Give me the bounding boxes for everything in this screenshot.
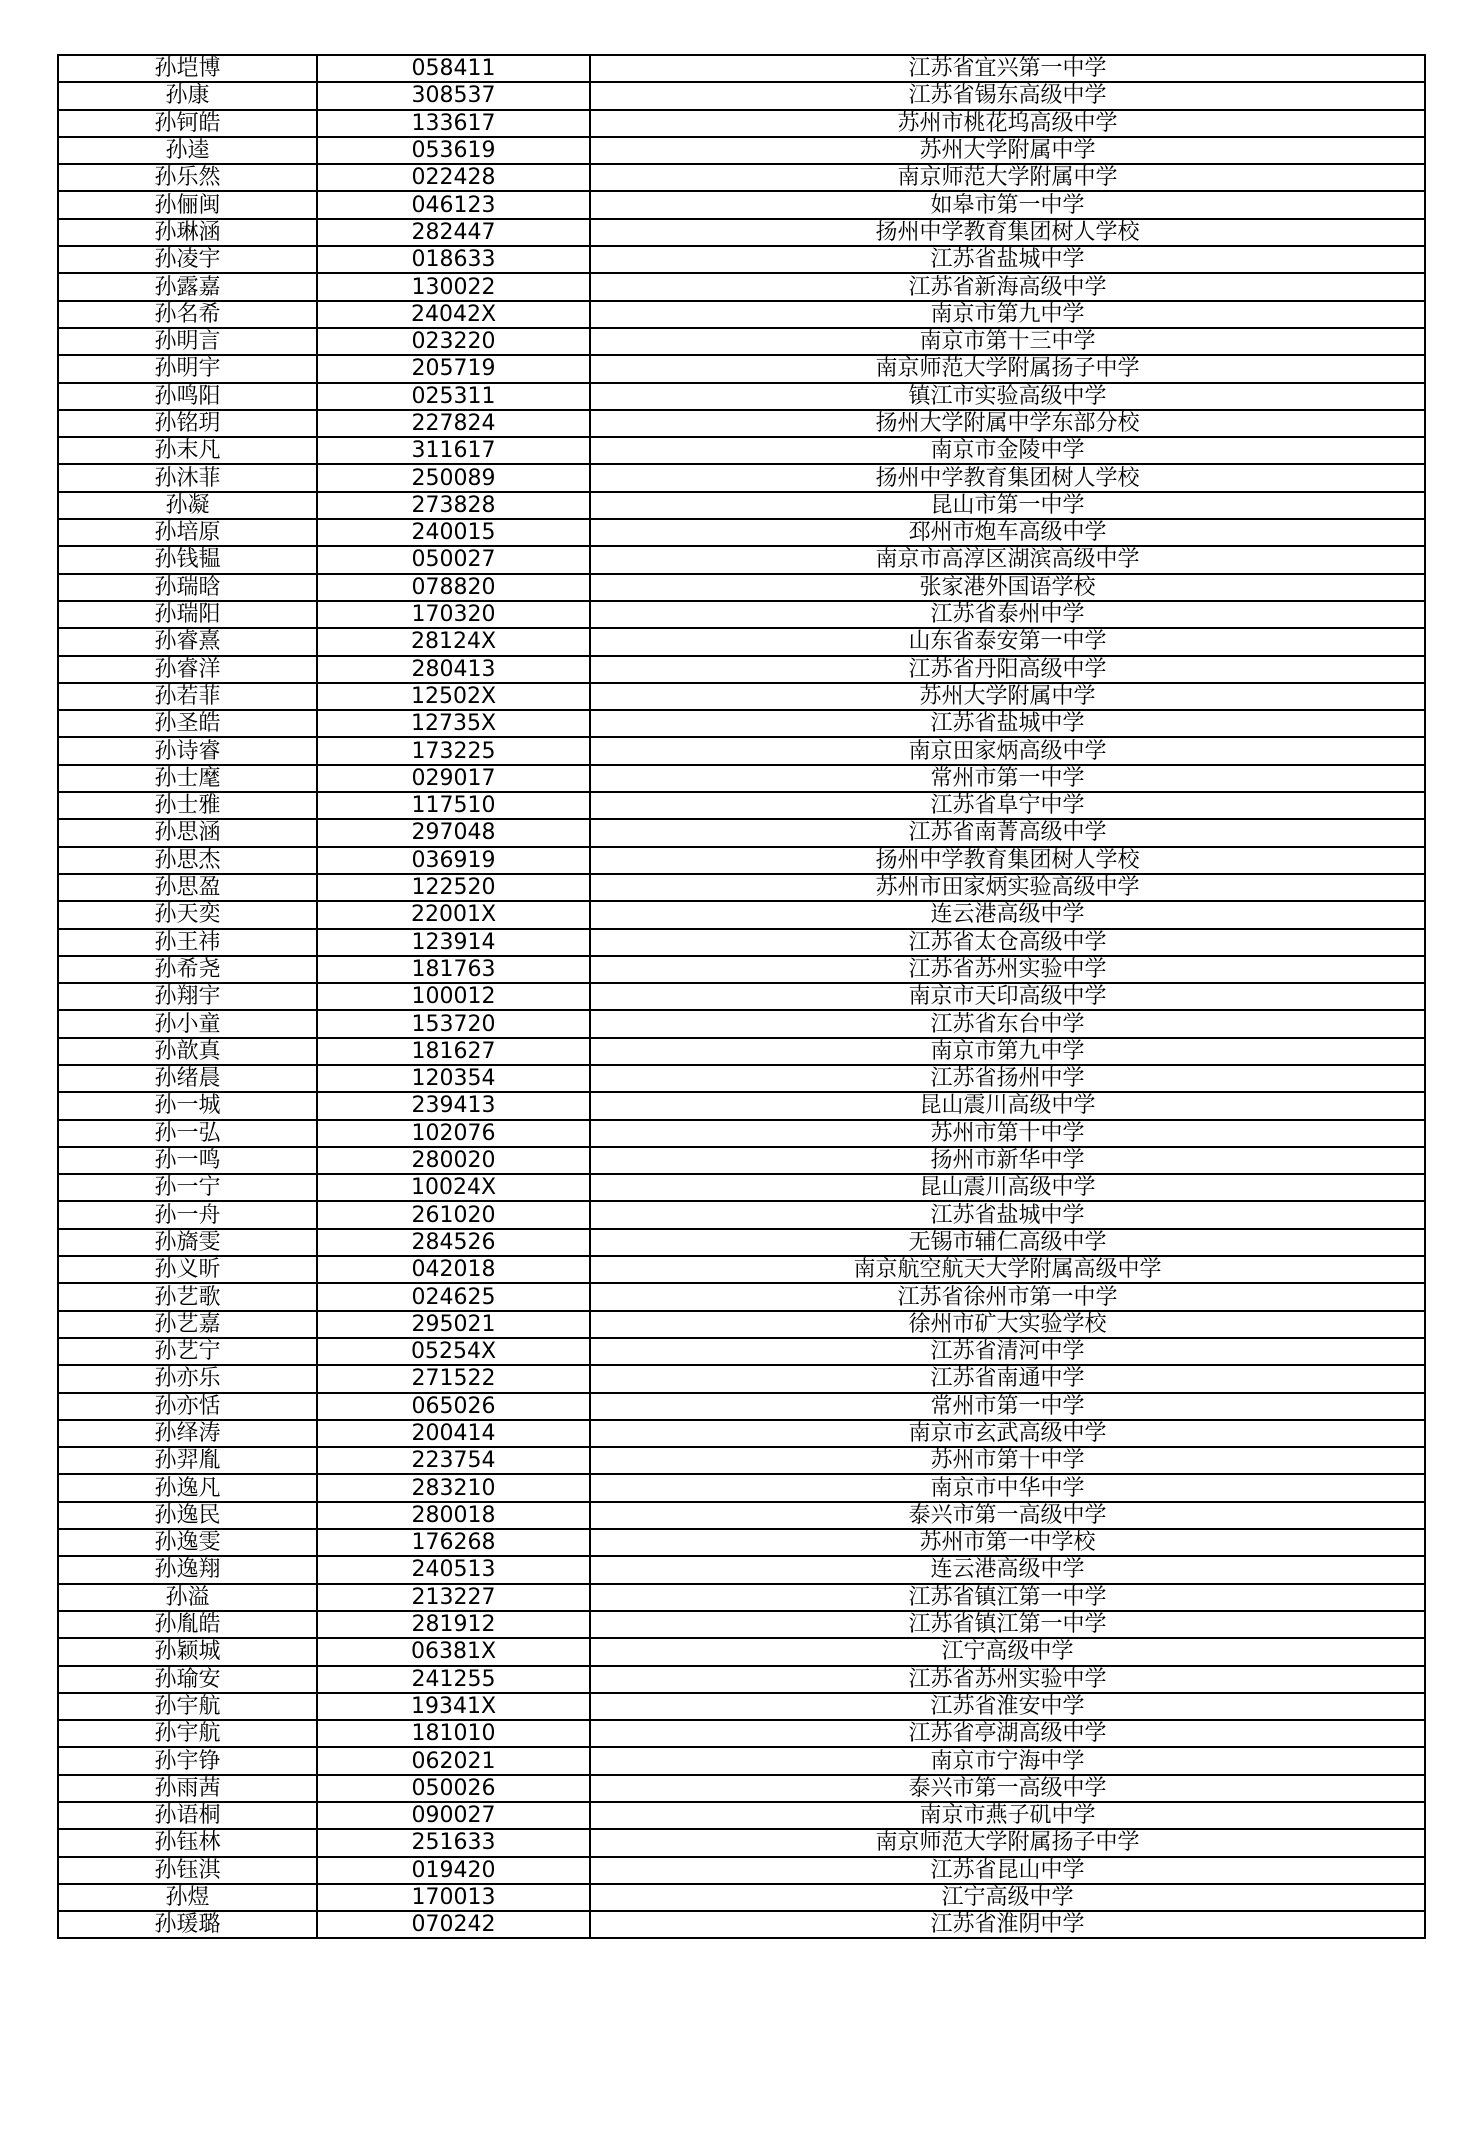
table-row — [58, 792, 1425, 819]
school-name-cell: 苏州市第十中学 — [590, 1447, 1425, 1474]
student-name-cell: 孙瑗璐 — [58, 1911, 317, 1938]
table-row — [58, 1229, 1425, 1256]
student-name-cell: 孙钰林 — [58, 1829, 317, 1856]
student-name-cell: 孙歆真 — [58, 1038, 317, 1065]
student-name-cell: 孙钶皓 — [58, 110, 317, 137]
table-row — [58, 1720, 1425, 1747]
table-row — [58, 1775, 1425, 1802]
school-name-cell: 江苏省镇江第一中学 — [590, 1611, 1425, 1638]
student-id-cell: 239413 — [317, 1092, 590, 1119]
table-row — [58, 710, 1425, 737]
table-row — [58, 1283, 1425, 1310]
school-name-cell: 江苏省锡东高级中学 — [590, 82, 1425, 109]
table-row — [58, 546, 1425, 573]
student-name-cell: 孙明言 — [58, 328, 317, 355]
student-id-cell: 122520 — [317, 874, 590, 901]
student-id-cell: 284526 — [317, 1229, 590, 1256]
student-id-cell: 153720 — [317, 1010, 590, 1037]
student-id-cell: 133617 — [317, 110, 590, 137]
student-name-cell: 孙语桐 — [58, 1802, 317, 1829]
school-name-cell: 南京师范大学附属扬子中学 — [590, 1829, 1425, 1856]
student-name-cell: 孙若菲 — [58, 683, 317, 710]
student-id-cell: 311617 — [317, 437, 590, 464]
school-name-cell: 南京师范大学附属扬子中学 — [590, 355, 1425, 382]
student-id-cell: 280018 — [317, 1502, 590, 1529]
student-name-cell: 孙雨茜 — [58, 1775, 317, 1802]
student-name-cell: 孙琳涵 — [58, 219, 317, 246]
student-id-cell: 102076 — [317, 1120, 590, 1147]
table-row — [58, 628, 1425, 655]
student-id-cell: 10024X — [317, 1174, 590, 1201]
student-name-cell: 孙翔宇 — [58, 983, 317, 1010]
school-name-cell: 南京市第十三中学 — [590, 328, 1425, 355]
student-name-cell: 孙颖城 — [58, 1638, 317, 1665]
student-name-cell: 孙睿洋 — [58, 656, 317, 683]
table-row — [58, 82, 1425, 109]
student-name-cell: 孙士雅 — [58, 792, 317, 819]
student-name-cell: 孙诗睿 — [58, 737, 317, 764]
student-name-cell: 孙露嘉 — [58, 273, 317, 300]
school-name-cell: 南京市第九中学 — [590, 1038, 1425, 1065]
student-id-cell: 024625 — [317, 1283, 590, 1310]
student-name-cell: 孙逸凡 — [58, 1474, 317, 1501]
school-name-cell: 南京市玄武高级中学 — [590, 1420, 1425, 1447]
school-name-cell: 苏州市田家炳实验高级中学 — [590, 874, 1425, 901]
student-id-cell: 271522 — [317, 1365, 590, 1392]
student-name-cell: 孙睿熹 — [58, 628, 317, 655]
school-name-cell: 南京市中华中学 — [590, 1474, 1425, 1501]
school-name-cell: 常州市第一中学 — [590, 765, 1425, 792]
table-row — [58, 1256, 1425, 1283]
school-name-cell: 江苏省阜宁中学 — [590, 792, 1425, 819]
student-name-cell: 孙逸翔 — [58, 1556, 317, 1583]
student-id-cell: 042018 — [317, 1256, 590, 1283]
student-id-cell: 12502X — [317, 683, 590, 710]
student-name-cell: 孙士麾 — [58, 765, 317, 792]
student-id-cell: 181627 — [317, 1038, 590, 1065]
table-row — [58, 819, 1425, 846]
table-row — [58, 191, 1425, 218]
school-name-cell: 苏州市第一中学校 — [590, 1529, 1425, 1556]
table-row — [58, 737, 1425, 764]
student-id-cell: 240513 — [317, 1556, 590, 1583]
student-id-cell: 282447 — [317, 219, 590, 246]
table-row — [58, 328, 1425, 355]
student-id-cell: 273828 — [317, 492, 590, 519]
student-name-cell: 孙王祎 — [58, 929, 317, 956]
student-id-cell: 090027 — [317, 1802, 590, 1829]
student-name-cell: 孙羿胤 — [58, 1447, 317, 1474]
table-row — [58, 1201, 1425, 1228]
student-name-cell: 孙瑜安 — [58, 1666, 317, 1693]
school-name-cell: 苏州市桃花坞高级中学 — [590, 110, 1425, 137]
school-name-cell: 苏州大学附属中学 — [590, 683, 1425, 710]
student-id-cell: 12735X — [317, 710, 590, 737]
school-name-cell: 江苏省南通中学 — [590, 1365, 1425, 1392]
table-row — [58, 137, 1425, 164]
school-name-cell: 邳州市炮车高级中学 — [590, 519, 1425, 546]
school-name-cell: 江苏省泰州中学 — [590, 601, 1425, 628]
student-id-cell: 062021 — [317, 1747, 590, 1774]
school-name-cell: 江苏省盐城中学 — [590, 710, 1425, 737]
student-name-cell: 孙圣皓 — [58, 710, 317, 737]
table-row — [58, 492, 1425, 519]
student-id-cell: 053619 — [317, 137, 590, 164]
student-name-cell: 孙旖雯 — [58, 1229, 317, 1256]
school-name-cell: 江苏省淮阴中学 — [590, 1911, 1425, 1938]
table-row — [58, 273, 1425, 300]
student-name-cell: 孙艺歌 — [58, 1283, 317, 1310]
school-name-cell: 南京市燕子矶中学 — [590, 1802, 1425, 1829]
student-name-cell: 孙逸民 — [58, 1502, 317, 1529]
student-name-cell: 孙希尧 — [58, 956, 317, 983]
student-id-cell: 120354 — [317, 1065, 590, 1092]
student-name-cell: 孙小童 — [58, 1010, 317, 1037]
table-row — [58, 1747, 1425, 1774]
school-name-cell: 江苏省镇江第一中学 — [590, 1584, 1425, 1611]
school-name-cell: 扬州中学教育集团树人学校 — [590, 464, 1425, 491]
student-name-cell: 孙一舟 — [58, 1201, 317, 1228]
table-row — [58, 1065, 1425, 1092]
student-name-cell: 孙艺嘉 — [58, 1311, 317, 1338]
student-name-cell: 孙钰淇 — [58, 1857, 317, 1884]
school-name-cell: 连云港高级中学 — [590, 1556, 1425, 1583]
student-name-cell: 孙末凡 — [58, 437, 317, 464]
table-row — [58, 1611, 1425, 1638]
table-row — [58, 1010, 1425, 1037]
student-id-cell: 170320 — [317, 601, 590, 628]
student-name-cell: 孙名希 — [58, 301, 317, 328]
table-row — [58, 1857, 1425, 1884]
student-id-cell: 036919 — [317, 847, 590, 874]
student-name-cell: 孙宇铮 — [58, 1747, 317, 1774]
student-name-cell: 孙凌宇 — [58, 246, 317, 273]
school-name-cell: 南京师范大学附属中学 — [590, 164, 1425, 191]
student-id-cell: 173225 — [317, 737, 590, 764]
school-name-cell: 江苏省新海高级中学 — [590, 273, 1425, 300]
table-row — [58, 1529, 1425, 1556]
school-name-cell: 江苏省盐城中学 — [590, 246, 1425, 273]
table-row — [58, 219, 1425, 246]
student-id-cell: 050027 — [317, 546, 590, 573]
table-row — [58, 464, 1425, 491]
table-row — [58, 683, 1425, 710]
student-id-cell: 223754 — [317, 1447, 590, 1474]
table-row — [58, 601, 1425, 628]
student-name-cell: 孙明宇 — [58, 355, 317, 382]
school-name-cell: 江宁高级中学 — [590, 1884, 1425, 1911]
school-name-cell: 连云港高级中学 — [590, 901, 1425, 928]
student-id-cell: 022428 — [317, 164, 590, 191]
student-name-cell: 孙乐然 — [58, 164, 317, 191]
table-row — [58, 1311, 1425, 1338]
student-name-cell: 孙垲博 — [58, 55, 317, 82]
student-name-cell: 孙义昕 — [58, 1256, 317, 1283]
student-name-cell: 孙铭玥 — [58, 410, 317, 437]
school-name-cell: 南京市第九中学 — [590, 301, 1425, 328]
table-row — [58, 1092, 1425, 1119]
school-name-cell: 如皋市第一中学 — [590, 191, 1425, 218]
student-id-cell: 065026 — [317, 1393, 590, 1420]
table-row — [58, 519, 1425, 546]
student-id-cell: 281912 — [317, 1611, 590, 1638]
student-name-cell: 孙绎涛 — [58, 1420, 317, 1447]
student-id-cell: 046123 — [317, 191, 590, 218]
school-name-cell: 扬州市新华中学 — [590, 1147, 1425, 1174]
table-row — [58, 956, 1425, 983]
school-name-cell: 江苏省淮安中学 — [590, 1693, 1425, 1720]
student-id-cell: 280413 — [317, 656, 590, 683]
student-name-cell: 孙一弘 — [58, 1120, 317, 1147]
student-id-cell: 283210 — [317, 1474, 590, 1501]
school-name-cell: 江苏省丹阳高级中学 — [590, 656, 1425, 683]
student-id-cell: 240015 — [317, 519, 590, 546]
table-row — [58, 437, 1425, 464]
school-name-cell: 南京航空航天大学附属高级中学 — [590, 1256, 1425, 1283]
school-name-cell: 江苏省南菁高级中学 — [590, 819, 1425, 846]
school-name-cell: 江苏省亭湖高级中学 — [590, 1720, 1425, 1747]
student-id-cell: 24042X — [317, 301, 590, 328]
student-id-cell: 181010 — [317, 1720, 590, 1747]
student-id-cell: 117510 — [317, 792, 590, 819]
school-name-cell: 南京市金陵中学 — [590, 437, 1425, 464]
student-name-cell: 孙天奕 — [58, 901, 317, 928]
student-list-table — [57, 54, 1426, 1939]
table-row — [58, 1365, 1425, 1392]
student-id-cell: 025311 — [317, 383, 590, 410]
school-name-cell: 南京市天印高级中学 — [590, 983, 1425, 1010]
table-row — [58, 1338, 1425, 1365]
table-row — [58, 246, 1425, 273]
student-id-cell: 200414 — [317, 1420, 590, 1447]
student-name-cell: 孙逸雯 — [58, 1529, 317, 1556]
school-name-cell: 昆山震川高级中学 — [590, 1174, 1425, 1201]
student-id-cell: 250089 — [317, 464, 590, 491]
school-name-cell: 江苏省盐城中学 — [590, 1201, 1425, 1228]
school-name-cell: 山东省泰安第一中学 — [590, 628, 1425, 655]
table-row — [58, 1911, 1425, 1938]
school-name-cell: 江苏省扬州中学 — [590, 1065, 1425, 1092]
student-name-cell: 孙一宁 — [58, 1174, 317, 1201]
table-row — [58, 1802, 1425, 1829]
student-id-cell: 213227 — [317, 1584, 590, 1611]
school-name-cell: 张家港外国语学校 — [590, 574, 1425, 601]
student-id-cell: 308537 — [317, 82, 590, 109]
table-row — [58, 1502, 1425, 1529]
school-name-cell: 无锡市辅仁高级中学 — [590, 1229, 1425, 1256]
student-name-cell: 孙康 — [58, 82, 317, 109]
student-name-cell: 孙一城 — [58, 1092, 317, 1119]
school-name-cell: 镇江市实验高级中学 — [590, 383, 1425, 410]
school-name-cell: 江苏省昆山中学 — [590, 1857, 1425, 1884]
student-name-cell: 孙胤皓 — [58, 1611, 317, 1638]
student-id-cell: 029017 — [317, 765, 590, 792]
school-name-cell: 江苏省苏州实验中学 — [590, 1666, 1425, 1693]
school-name-cell: 苏州大学附属中学 — [590, 137, 1425, 164]
table-row — [58, 355, 1425, 382]
student-name-cell: 孙鸣阳 — [58, 383, 317, 410]
table-row — [58, 1120, 1425, 1147]
table-row — [58, 1584, 1425, 1611]
student-name-cell: 孙思盈 — [58, 874, 317, 901]
student-name-cell: 孙思涵 — [58, 819, 317, 846]
school-name-cell: 昆山市第一中学 — [590, 492, 1425, 519]
student-id-cell: 019420 — [317, 1857, 590, 1884]
school-name-cell: 泰兴市第一高级中学 — [590, 1775, 1425, 1802]
school-name-cell: 江苏省苏州实验中学 — [590, 956, 1425, 983]
table-row — [58, 1884, 1425, 1911]
student-name-cell: 孙逵 — [58, 137, 317, 164]
table-row — [58, 874, 1425, 901]
school-name-cell: 南京市宁海中学 — [590, 1747, 1425, 1774]
student-name-cell: 孙溢 — [58, 1584, 317, 1611]
table-row — [58, 164, 1425, 191]
student-id-cell: 018633 — [317, 246, 590, 273]
student-id-cell: 227824 — [317, 410, 590, 437]
table-row — [58, 1038, 1425, 1065]
table-row — [58, 1447, 1425, 1474]
student-name-cell: 孙亦乐 — [58, 1365, 317, 1392]
school-name-cell: 江苏省太仓高级中学 — [590, 929, 1425, 956]
student-id-cell: 05254X — [317, 1338, 590, 1365]
school-name-cell: 南京市高淳区湖滨高级中学 — [590, 546, 1425, 573]
table-row — [58, 656, 1425, 683]
student-name-cell: 孙凝 — [58, 492, 317, 519]
student-list-body — [58, 55, 1425, 1938]
student-id-cell: 176268 — [317, 1529, 590, 1556]
table-row — [58, 847, 1425, 874]
student-id-cell: 123914 — [317, 929, 590, 956]
student-id-cell: 261020 — [317, 1201, 590, 1228]
table-row — [58, 765, 1425, 792]
student-name-cell: 孙一鸣 — [58, 1147, 317, 1174]
student-id-cell: 070242 — [317, 1911, 590, 1938]
student-id-cell: 170013 — [317, 1884, 590, 1911]
table-row — [58, 1174, 1425, 1201]
table-row — [58, 55, 1425, 82]
student-id-cell: 050026 — [317, 1775, 590, 1802]
table-row — [58, 929, 1425, 956]
student-id-cell: 100012 — [317, 983, 590, 1010]
table-row — [58, 574, 1425, 601]
school-name-cell: 江苏省徐州市第一中学 — [590, 1283, 1425, 1310]
student-id-cell: 06381X — [317, 1638, 590, 1665]
student-name-cell: 孙艺宁 — [58, 1338, 317, 1365]
school-name-cell: 常州市第一中学 — [590, 1393, 1425, 1420]
table-row — [58, 1666, 1425, 1693]
school-name-cell: 扬州大学附属中学东部分校 — [590, 410, 1425, 437]
school-name-cell: 南京田家炳高级中学 — [590, 737, 1425, 764]
school-name-cell: 昆山震川高级中学 — [590, 1092, 1425, 1119]
student-id-cell: 280020 — [317, 1147, 590, 1174]
student-id-cell: 19341X — [317, 1693, 590, 1720]
student-id-cell: 058411 — [317, 55, 590, 82]
school-name-cell: 苏州市第十中学 — [590, 1120, 1425, 1147]
student-id-cell: 251633 — [317, 1829, 590, 1856]
student-name-cell: 孙亦恬 — [58, 1393, 317, 1420]
table-row — [58, 1147, 1425, 1174]
student-name-cell: 孙煜 — [58, 1884, 317, 1911]
school-name-cell: 泰兴市第一高级中学 — [590, 1502, 1425, 1529]
student-id-cell: 241255 — [317, 1666, 590, 1693]
student-id-cell: 28124X — [317, 628, 590, 655]
student-id-cell: 130022 — [317, 273, 590, 300]
student-name-cell: 孙绪晨 — [58, 1065, 317, 1092]
table-row — [58, 1638, 1425, 1665]
student-id-cell: 023220 — [317, 328, 590, 355]
table-row — [58, 1393, 1425, 1420]
school-name-cell: 徐州市矿大实验学校 — [590, 1311, 1425, 1338]
school-name-cell: 江宁高级中学 — [590, 1638, 1425, 1665]
table-row — [58, 383, 1425, 410]
student-name-cell: 孙瑞阳 — [58, 601, 317, 628]
student-name-cell: 孙钱韫 — [58, 546, 317, 573]
student-name-cell: 孙宇航 — [58, 1720, 317, 1747]
table-row — [58, 901, 1425, 928]
table-row — [58, 301, 1425, 328]
student-id-cell: 078820 — [317, 574, 590, 601]
school-name-cell: 扬州中学教育集团树人学校 — [590, 219, 1425, 246]
table-row — [58, 983, 1425, 1010]
school-name-cell: 扬州中学教育集团树人学校 — [590, 847, 1425, 874]
student-name-cell: 孙沐菲 — [58, 464, 317, 491]
table-row — [58, 1556, 1425, 1583]
student-name-cell: 孙培原 — [58, 519, 317, 546]
school-name-cell: 江苏省清河中学 — [590, 1338, 1425, 1365]
student-name-cell: 孙俪闽 — [58, 191, 317, 218]
table-row — [58, 1693, 1425, 1720]
student-id-cell: 22001X — [317, 901, 590, 928]
table-row — [58, 1420, 1425, 1447]
student-name-cell: 孙思杰 — [58, 847, 317, 874]
student-id-cell: 295021 — [317, 1311, 590, 1338]
student-name-cell: 孙瑞晗 — [58, 574, 317, 601]
school-name-cell: 江苏省宜兴第一中学 — [590, 55, 1425, 82]
school-name-cell: 江苏省东台中学 — [590, 1010, 1425, 1037]
table-row — [58, 410, 1425, 437]
table-row — [58, 1829, 1425, 1856]
table-row — [58, 1474, 1425, 1501]
student-name-cell: 孙宇航 — [58, 1693, 317, 1720]
table-row — [58, 110, 1425, 137]
student-id-cell: 205719 — [317, 355, 590, 382]
student-id-cell: 181763 — [317, 956, 590, 983]
student-id-cell: 297048 — [317, 819, 590, 846]
